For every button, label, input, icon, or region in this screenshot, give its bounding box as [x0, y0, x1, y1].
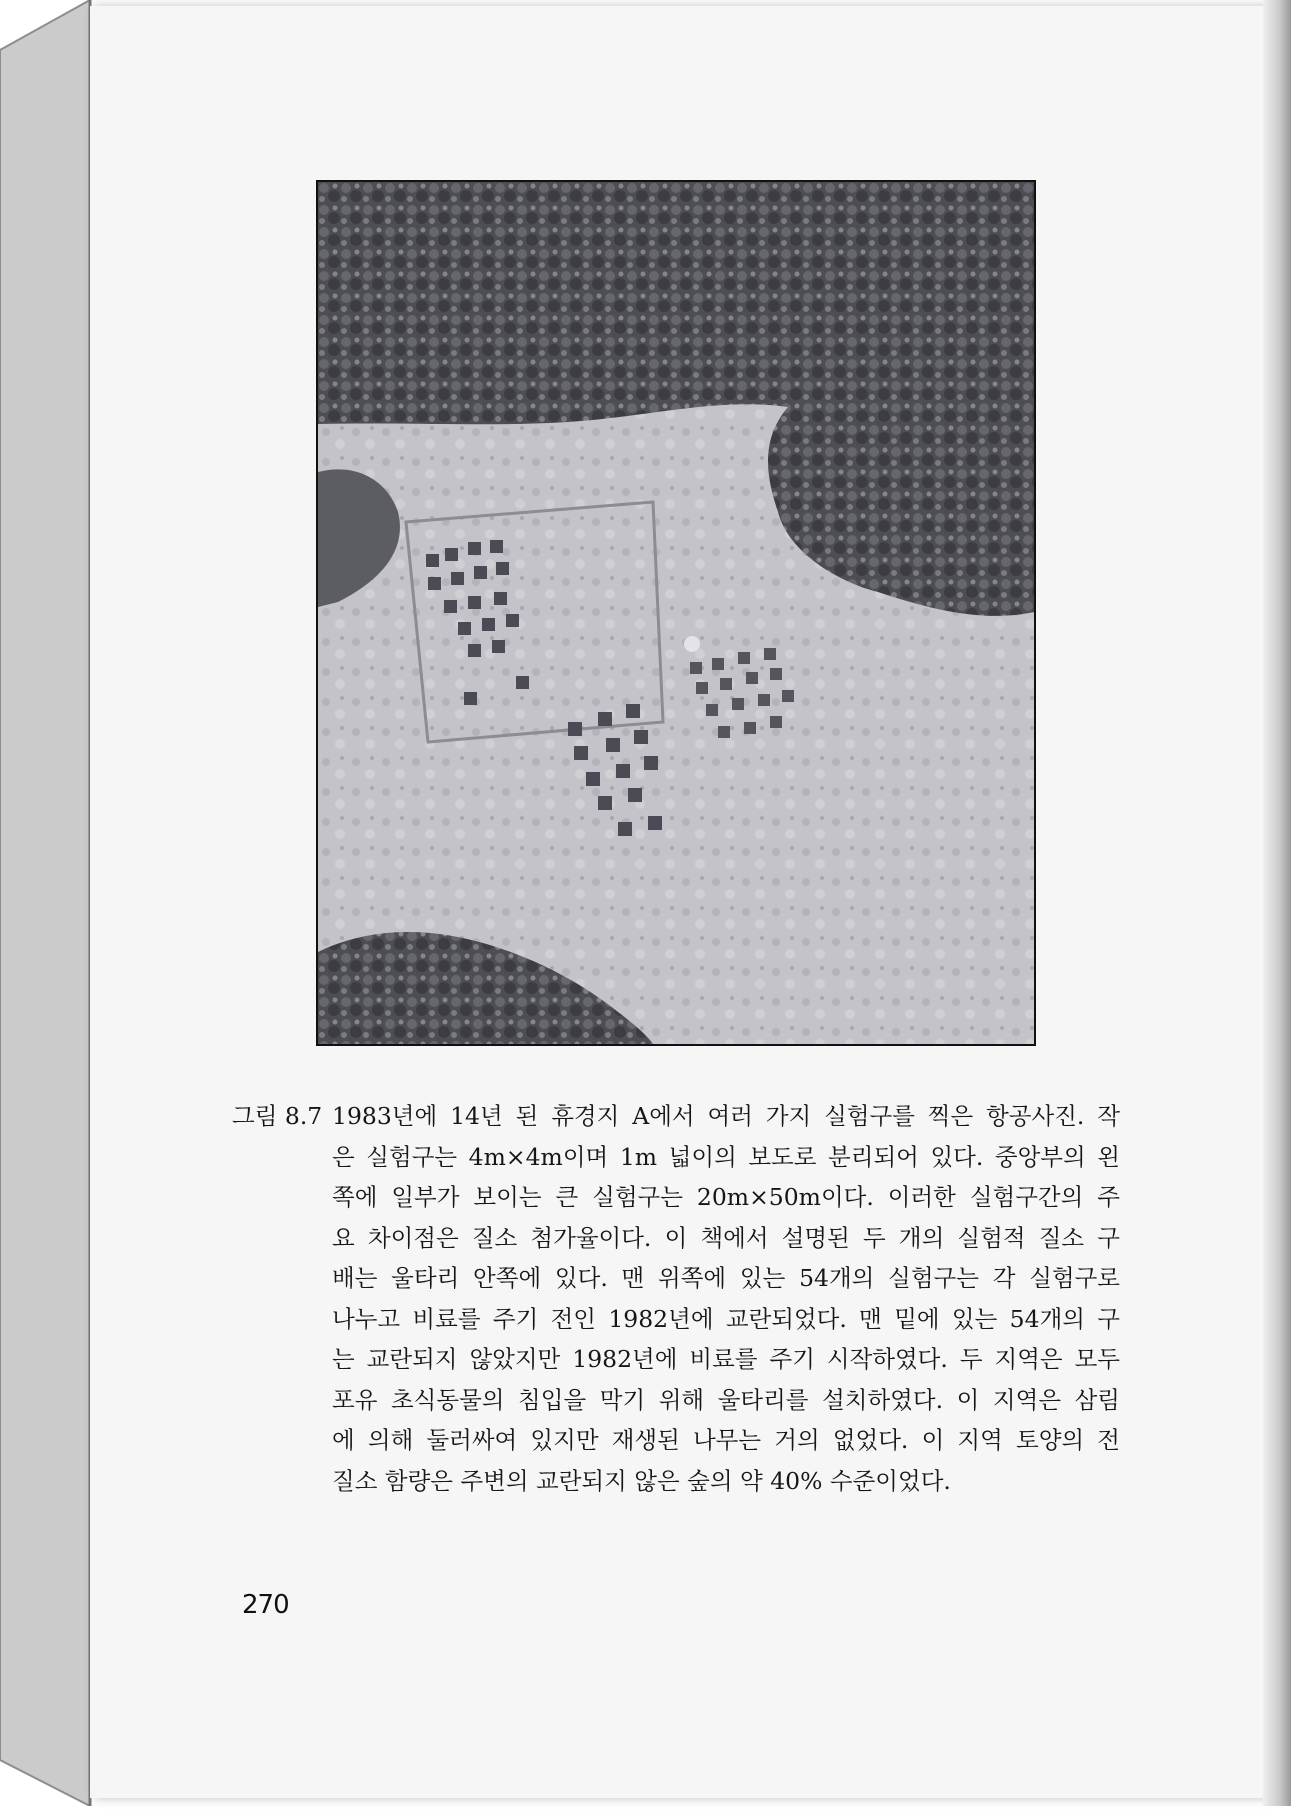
caption-line: 나누고 비료를 주기 전인 1982년에 교란되었다. 맨 밑에 있는 54개의 구	[332, 1304, 1120, 1333]
caption-line: 질소 함량은 주변의 교란되지 않은 숲의 약 40% 수준이었다.	[332, 1466, 951, 1495]
caption-text	[332, 1096, 1120, 1501]
caption-line: 포유 초식동물의 침입을 막기 위해 울타리를 설치하였다. 이 지역은 삼림	[332, 1385, 1120, 1414]
page-number: 270	[242, 1590, 289, 1620]
figure-label: 그림 8.7	[232, 1102, 323, 1130]
book-spine	[0, 0, 96, 1806]
caption-line: 1983년에 14년 된 휴경지 A에서 여러 가지 실험구를 찍은 항공사진. 작	[332, 1102, 1120, 1130]
caption-line: 은 실험구는 4m×4m이며 1m 넓이의 보도로 분리되어 있다. 중앙부의 왼	[332, 1142, 1120, 1171]
page-edge	[1263, 0, 1291, 1806]
caption-line: 요 차이점은 질소 첨가율이다. 이 책에서 설명된 두 개의 실험적 질소 구	[332, 1223, 1120, 1252]
caption-line: 는 교란되지 않았지만 1982년에 비료를 주기 시작하였다. 두 지역은 모두	[332, 1345, 1120, 1373]
caption-line: 배는 울타리 안쪽에 있다. 맨 위쪽에 있는 54개의 실험구는 각 실험구로	[332, 1264, 1120, 1292]
aerial-photo	[316, 180, 1036, 1046]
caption-line: 에 의해 둘러싸여 있지만 재생된 나무는 거의 없었다. 이 지역 토양의 전	[332, 1426, 1120, 1454]
caption-line: 쪽에 일부가 보이는 큰 실험구는 20m×50m이다. 이러한 실험구간의 주	[332, 1183, 1120, 1211]
